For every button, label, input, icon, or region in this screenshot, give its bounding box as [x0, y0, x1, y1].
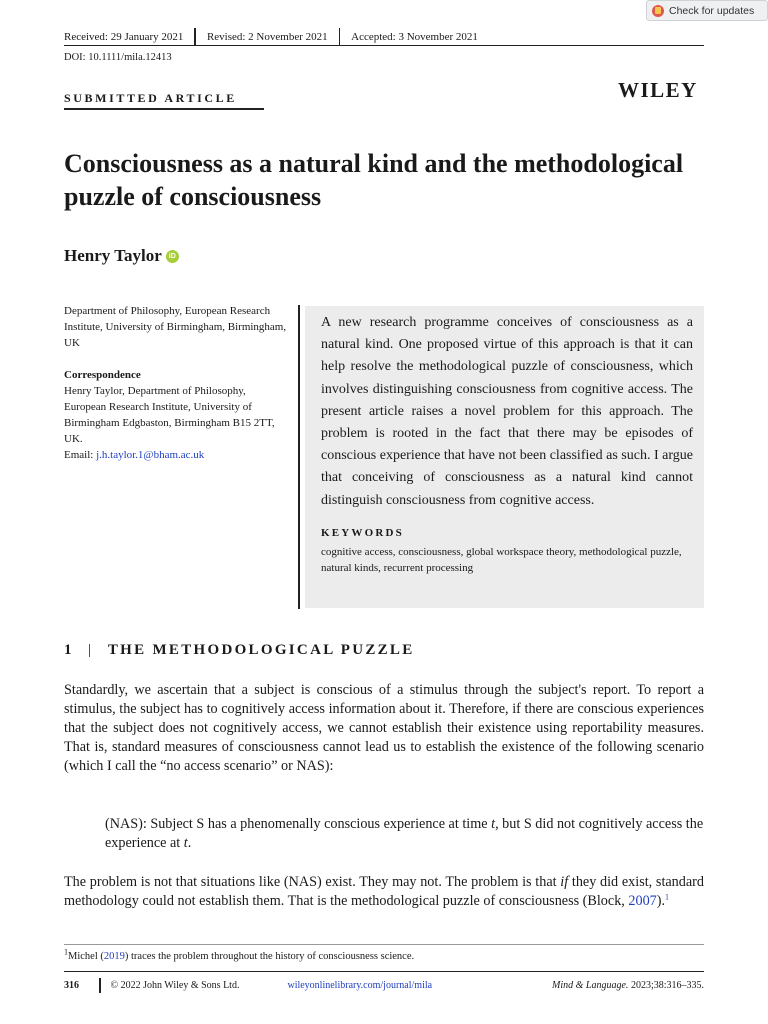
section-title: THE METHODOLOGICAL PUZZLE [107, 642, 415, 658]
nas-quote [105, 815, 705, 853]
para-text: they did exist, standard methodology could not establish them. That is the methodological puzzle of consciousness (Block, [64, 874, 704, 909]
check-updates-label: Check for updates [669, 4, 755, 17]
article-title: Consciousness as a natural kind and the methodological puzzle of consciousness [64, 149, 684, 211]
para-text: ). [656, 893, 666, 909]
section-separator: | [87, 642, 91, 658]
footnote [64, 947, 415, 962]
keywords-list: cognitive access, consciousness, global workspace theory, methodological puzzle, natural kinds, recurrent processing [321, 545, 682, 575]
author-line [64, 246, 179, 266]
keywords-heading: KEYWORDS [321, 526, 404, 539]
date-separator [339, 28, 341, 45]
header-rule [64, 45, 704, 46]
email-link[interactable]: j.h.taylor.1@bham.ac.uk [96, 449, 205, 461]
page-number: 316 [64, 980, 79, 991]
revised-date: Revised: 2 November 2021 [206, 30, 328, 43]
quote-text: (NAS): Subject S has a phenomenally conscious experience at time [105, 816, 492, 832]
orcid-icon[interactable]: iD [166, 250, 179, 263]
section-heading [64, 642, 415, 659]
footnote-rule [64, 944, 704, 945]
section-label-underline [64, 108, 264, 110]
citation-details: 2023;38:316–335. [628, 980, 704, 991]
publisher-logo: WILEY [618, 78, 698, 102]
footnote-ref[interactable]: 1 [665, 892, 670, 902]
quote-var: t [491, 816, 496, 832]
abstract-divider [298, 305, 300, 609]
para-emphasis: if [560, 874, 569, 890]
paragraph-2 [64, 873, 704, 911]
author-name[interactable]: Henry Taylor [64, 246, 162, 265]
department: Department of Philosophy, European Research Institute, University of Birmingham, Birmingham, UK [64, 305, 287, 349]
quote-var: t [183, 835, 188, 851]
article-dates [64, 28, 478, 45]
email-label: Email: [64, 449, 97, 461]
correspondence-address: Henry Taylor, Department of Philosophy, European Research Institute, University of Birmingham Edgbaston, Birmingham B15 2TT, UK. [64, 385, 275, 445]
journal-name: Mind & Language. [552, 980, 629, 991]
citation-link[interactable]: 2007 [628, 893, 657, 909]
journal-url[interactable]: wileyonlinelibrary.com/journal/mila [287, 980, 433, 991]
correspondence [64, 367, 289, 463]
check-for-updates-badge[interactable] [646, 0, 768, 21]
footnote-mark: 1 [64, 947, 68, 957]
section-label: SUBMITTED ARTICLE [64, 91, 237, 105]
paragraph-1: Standardly, we ascertain that a subject is conscious of a stimulus through the subject's report. To report a stimulus, the subject has to cognitively access information about it. Therefore, if there are conscious experiences that the subject does not cognitively access, we cannot establish their existence using reportability measures. That is, standard measures of consciousness cannot lead us to establish the existence of the following scenario (which I call the “no access scenario” or NAS): [64, 682, 704, 774]
abstract-text: A new research programme conceives of consciousness as a natural kind. One proposed virtue of this approach is that it can help resolve the methodological puzzle of consciousness, which involves distinguishing consciousness from cognitive access. The present article raises a novel problem for this approach. The problem is rooted in the fact that there may be episodes of conscious experience that have not been classified as such. I argue that conceiving of consciousness as a natural kind cannot distinguish consciousness from cognitive access. [321, 315, 693, 508]
correspondence-label: Correspondence [64, 369, 141, 381]
check-updates-icon [652, 5, 664, 17]
journal-citation [552, 980, 704, 991]
quote-text: , but S did not cognitively access the experience at [105, 816, 704, 851]
abstract-box [305, 306, 704, 608]
quote-text: . [187, 835, 192, 851]
section-number: 1 [64, 642, 74, 658]
footnote-citation-link[interactable]: 2019 [103, 951, 125, 962]
date-separator [194, 28, 196, 45]
para-text: The problem is not that situations like (NAS) exist. They may not. The problem is that [64, 874, 561, 890]
footer-rule [64, 971, 704, 972]
doi: DOI: 10.1111/mila.12413 [64, 52, 172, 63]
affiliation-block [64, 303, 289, 463]
page-footer [64, 978, 704, 993]
copyright: © 2022 John Wiley & Sons Ltd. [110, 980, 240, 991]
footer-separator [99, 978, 101, 993]
accepted-date: Accepted: 3 November 2021 [351, 30, 478, 43]
footnote-text: ) traces the problem throughout the history of consciousness science. [124, 951, 415, 962]
footnote-text: Michel ( [68, 951, 104, 962]
received-date: Received: 29 January 2021 [64, 30, 184, 43]
